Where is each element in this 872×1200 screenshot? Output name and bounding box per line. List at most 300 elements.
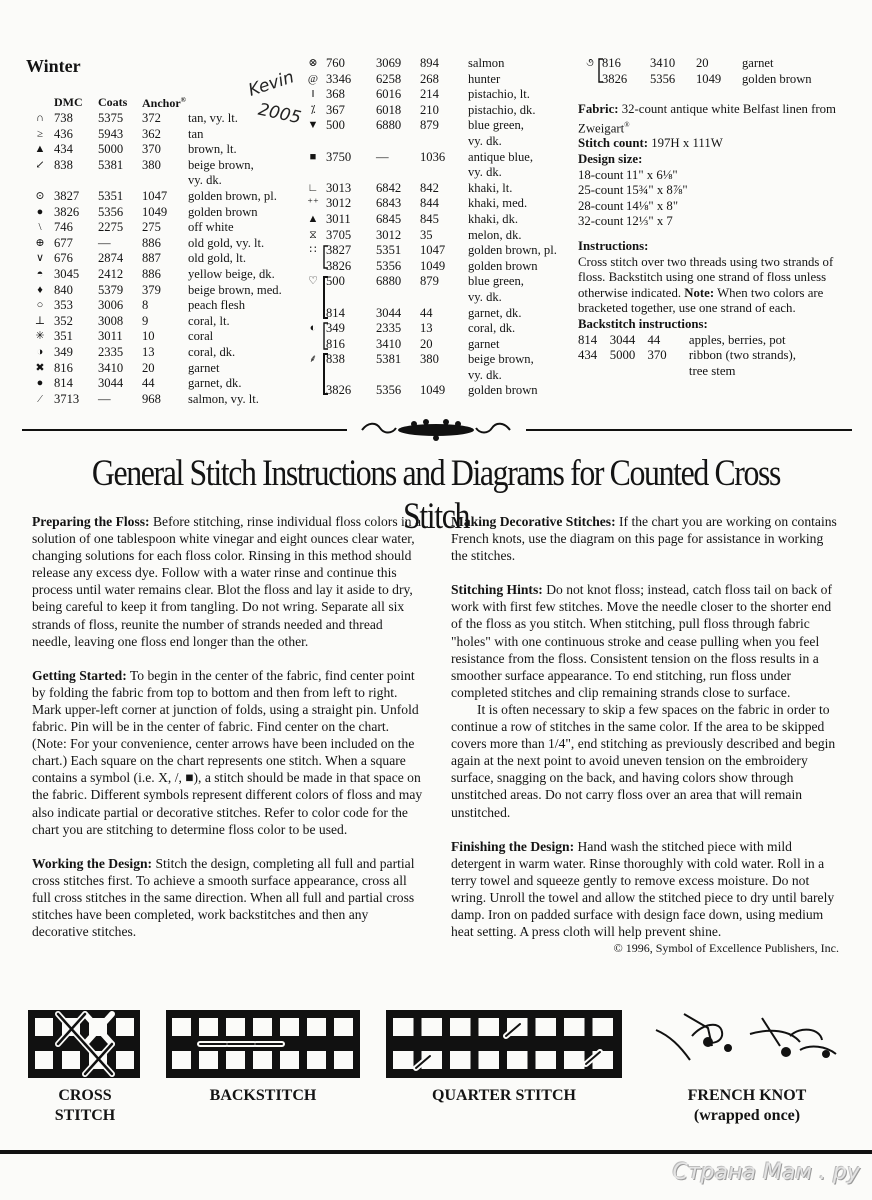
- header-coats: Coats: [98, 94, 128, 109]
- coats-number: 3410: [98, 360, 124, 375]
- coats-number: 6258: [376, 71, 402, 86]
- key-middle-row: [300, 368, 588, 384]
- dmc-number: 838: [54, 157, 73, 172]
- divider-left: [22, 429, 347, 431]
- symbol-icon: ∨: [35, 252, 45, 265]
- color-name: blue green,: [468, 118, 524, 133]
- paragraph-working-design: Working the Design: Stitch the design, completing all full and partial cross stitches first. To achieve a smooth surface appearance, cross all full cross stitches in the same direction. When all full and partial cross stitches have been completed, work backstitches and then any decorative stitches.: [32, 855, 415, 940]
- color-name: off white: [188, 220, 234, 235]
- bottom-rule: [0, 1150, 872, 1154]
- key-middle-row: [300, 72, 588, 88]
- label-backstitch: BACKSTITCH: [209, 1087, 317, 1104]
- key-middle-row: [300, 274, 588, 290]
- anchor-number: [420, 165, 468, 181]
- backstitch-text: tree stem: [688, 363, 736, 378]
- handwritten-name: Kevin: [246, 67, 297, 101]
- key-middle-row: [300, 165, 588, 181]
- coats-number: —: [98, 391, 111, 406]
- coats-number: 3044: [376, 305, 402, 320]
- key-left-row: [26, 158, 308, 174]
- anchor-number: 9: [142, 313, 149, 328]
- symbol-icon: ■: [309, 150, 317, 163]
- key-left-row: [26, 236, 308, 252]
- anchor-number: 1049: [696, 71, 722, 86]
- dmc-number: 3705: [326, 227, 352, 242]
- coats-number: 2412: [98, 266, 124, 281]
- coats-number: [376, 290, 420, 306]
- anchor-number: [142, 173, 188, 189]
- coats-number: 6018: [376, 102, 402, 117]
- key-middle-row: [300, 103, 588, 119]
- key-middle-row: [300, 181, 588, 197]
- bracket-marks-middle: [318, 56, 332, 406]
- color-name: salmon, vy. lt.: [188, 391, 259, 406]
- anchor-number: 13: [420, 321, 433, 336]
- coats-number: 5381: [98, 157, 124, 172]
- color-name: beige brown,: [188, 157, 254, 172]
- coats-number: 5356: [376, 258, 402, 273]
- dmc-number: 3013: [326, 180, 352, 195]
- backstitch-coats: [610, 364, 648, 380]
- coats-number: 2275: [98, 220, 124, 235]
- coats-number: 5379: [98, 282, 124, 297]
- key-middle-row: [300, 212, 588, 228]
- key-middle-row: [300, 134, 588, 150]
- color-name: garnet: [742, 56, 774, 70]
- symbol-icon: ⁒: [310, 103, 316, 116]
- coats-number: 3069: [376, 56, 402, 70]
- key-middle-row: [300, 306, 588, 322]
- dmc-number: 349: [326, 321, 345, 336]
- dmc-number: 840: [54, 282, 73, 297]
- symbol-icon: ✖: [35, 361, 45, 374]
- dmc-number: 500: [326, 274, 345, 289]
- dmc-number: 814: [54, 376, 73, 391]
- key-middle-row: [300, 243, 588, 259]
- anchor-number: [420, 290, 468, 306]
- key-middle-row: [300, 337, 588, 353]
- backstitch-anchor: [647, 364, 688, 380]
- anchor-number: 1049: [420, 383, 446, 398]
- key-left-row: [26, 298, 308, 314]
- anchor-number: [420, 134, 468, 150]
- color-name: yellow beige, dk.: [188, 266, 275, 281]
- color-name: brown, lt.: [188, 142, 237, 157]
- key-middle-row: [300, 259, 588, 275]
- symbol-icon: ▲: [34, 143, 46, 156]
- anchor-number: 887: [142, 251, 161, 266]
- key-left-row: [26, 111, 308, 127]
- anchor-number: 1036: [420, 149, 446, 164]
- section-title: Winter: [26, 56, 81, 76]
- symbol-icon: ⸙: [308, 353, 318, 366]
- anchor-number: 886: [142, 235, 161, 250]
- coats-number: 5356: [98, 204, 124, 219]
- key-left-row: [26, 189, 308, 205]
- symbol-icon: ⊕: [35, 236, 45, 249]
- color-name: hunter: [468, 71, 501, 86]
- coats-number: 2335: [98, 344, 124, 359]
- dmc-number: 367: [326, 102, 345, 117]
- coats-number: 3044: [98, 376, 124, 391]
- dmc-number: 760: [326, 56, 345, 70]
- key-middle-row: [300, 118, 588, 134]
- key-right-row: [578, 72, 852, 88]
- backstitch-anchor: 44: [647, 332, 661, 347]
- color-name: coral, dk.: [188, 344, 236, 359]
- right-text-column: [451, 513, 839, 957]
- dmc-number: 3346: [326, 71, 352, 86]
- color-name: tan, vy. lt.: [188, 111, 238, 125]
- dmc-number: 816: [602, 56, 621, 70]
- dmc-number: [326, 165, 376, 181]
- symbol-icon: ⧖: [309, 228, 317, 241]
- label-french-knot: FRENCH KNOT (wrapped once): [687, 1087, 807, 1124]
- coats-number: 5000: [98, 142, 124, 157]
- dmc-number: 3750: [326, 149, 352, 164]
- key-left-row: [26, 220, 308, 236]
- anchor-number: 894: [420, 56, 439, 70]
- handwritten-year: 2005: [256, 99, 303, 129]
- symbol-icon: ◓: [36, 267, 44, 280]
- coats-number: 5943: [98, 126, 124, 141]
- key-right-block: [578, 56, 852, 87]
- coats-number: 5356: [376, 383, 402, 398]
- coats-number: [376, 368, 420, 384]
- anchor-number: 1047: [142, 188, 168, 203]
- anchor-number: 10: [142, 329, 155, 344]
- symbol-icon: [26, 173, 54, 189]
- design-size-table: [578, 168, 746, 230]
- coats-number: 5356: [650, 71, 676, 86]
- key-left-row: [26, 251, 308, 267]
- backstitch-row: [578, 364, 838, 380]
- dmc-number: 3826: [602, 71, 628, 86]
- color-name: khaki, lt.: [468, 180, 513, 195]
- anchor-number: 1049: [420, 258, 446, 273]
- key-left-row: [26, 267, 308, 283]
- anchor-number: 845: [420, 211, 439, 226]
- dmc-number: 3826: [326, 383, 352, 398]
- dmc-number: 814: [326, 305, 345, 320]
- design-size-count: 18-count: [578, 167, 624, 182]
- anchor-number: 844: [420, 196, 439, 211]
- design-size-size: 11" x 6⅛": [626, 167, 678, 182]
- dmc-number: 3826: [54, 204, 80, 219]
- anchor-number: 35: [420, 227, 433, 242]
- paragraph-getting-started: Getting Started: To begin in the center of the fabric, find center point by folding the fabric from top to bottom and then from left to right. Mark upper-left corner at junction of folds, using a straight pin. Unfold fabric. Pin will be in the center of fabric. Find center on the chart. (Note: For your convenience, center arrows have been included on the chart.) Each square on the chart represents one stitch. When a square contains a symbol (i.e. X, /, ■), a stitch should be made in that space on the fabric. Different symbols represent different colors of floss and may also indicate partial or decorative stitches. Refer to color code for the chart you are stitching to determine floss color to be used.: [32, 667, 423, 837]
- anchor-number: 1047: [420, 243, 446, 258]
- label-quarter-stitch: QUARTER STITCH: [432, 1087, 576, 1104]
- fabric-info: Fabric: 32-count antique white Belfast linen from Zweigart® Stitch count: 197H x 111W Design size: 18-count 11" x 6⅛" 25-count 15¾" x 8⅞" 28-count 14⅛" x 8" 32-count 12⅓" x 7 Instructions: Cross stitch over two threads using two strands of floss. Backstitch using one strand of floss unless otherwise indicated. Note: When two colors are bracketed together, use one strand of each. Backstitch instructions: 814 3044 44 apples, berries, pot 434 5000 370 ribbon (two strands), tree stem: [578, 102, 837, 378]
- fabric-label: Fabric:: [578, 102, 619, 116]
- key-middle-row: [300, 87, 588, 103]
- dmc-number: 816: [326, 336, 345, 351]
- anchor-number: 362: [142, 126, 161, 141]
- anchor-number: [420, 368, 468, 384]
- symbol-icon: ૭: [586, 57, 594, 69]
- anchor-number: 20: [696, 56, 709, 70]
- color-name: khaki, med.: [468, 196, 528, 211]
- color-name: peach flesh: [188, 298, 245, 313]
- anchor-number: 20: [420, 336, 433, 351]
- color-name: vy. dk.: [468, 165, 502, 180]
- key-middle-row: [300, 150, 588, 166]
- key-middle-row: [300, 321, 588, 337]
- symbol-icon: ⁺⁺: [307, 197, 319, 210]
- backstitch-dmc: 434: [578, 348, 598, 363]
- dmc-number: 352: [54, 313, 73, 328]
- color-name: coral, lt.: [188, 313, 230, 328]
- coats-number: 6843: [376, 196, 402, 211]
- symbol-icon: ∩: [36, 112, 44, 124]
- dmc-number: [326, 368, 376, 384]
- color-name: vy. dk.: [188, 173, 222, 188]
- key-middle-row: [300, 56, 588, 72]
- symbol-icon: \: [38, 221, 42, 234]
- key-left-row: [26, 392, 308, 408]
- key-middle-row: [300, 228, 588, 244]
- design-size-size: 14⅛" x 8": [626, 198, 679, 213]
- floss-key-right: [578, 56, 852, 87]
- coats-number: 3011: [98, 329, 123, 344]
- anchor-number: 842: [420, 180, 439, 195]
- color-name: golden brown: [742, 71, 812, 86]
- symbol-icon: ▼: [307, 119, 319, 132]
- coats-number: 2335: [376, 321, 402, 336]
- color-name: pistachio, lt.: [468, 87, 530, 102]
- paragraph-preparing-floss: Preparing the Floss: Before stitching, rinse individual floss colors in a solution of one tablespoon white vinegar and eight ounces clear water, changing solutions for each floss color. Rinsing in this method should release any excess dye. Follow with a water rinse and continue this process until water remains clear. Blot the floss and lay it aside to dry, being careful to keep it from tangling. Do not wring. Separate all six strands of floss, reunite the number of strands needed and thread needle, leaving one floss end longer than the other.: [32, 514, 422, 649]
- stitch-count-value: 197H x 111W: [651, 136, 723, 151]
- backstitch-coats: 5000: [609, 348, 636, 363]
- anchor-number: 268: [420, 71, 439, 86]
- key-middle-row: [300, 383, 588, 399]
- key-left-row: [26, 127, 308, 143]
- divider-right: [526, 429, 852, 431]
- color-name: golden brown, pl.: [188, 188, 277, 203]
- backstitch-dmc: [578, 364, 610, 380]
- dmc-number: 3713: [54, 391, 80, 406]
- coats-number: [98, 173, 142, 189]
- dmc-number: 436: [54, 126, 73, 141]
- symbol-icon: ✳: [35, 330, 45, 343]
- coats-number: 6880: [376, 118, 402, 133]
- symbol-icon: ◐: [309, 322, 317, 335]
- coats-number: 2874: [98, 251, 124, 266]
- anchor-number: 8: [142, 298, 149, 313]
- floss-key-left: [26, 92, 308, 407]
- dmc-number: 3012: [326, 196, 352, 211]
- design-size-label: Design size:: [578, 152, 643, 167]
- stitch-count-label: Stitch count:: [578, 136, 649, 151]
- color-name: golden brown: [188, 204, 258, 219]
- color-name: old gold, vy. lt.: [188, 235, 265, 250]
- symbol-icon: ●: [36, 205, 44, 218]
- key-header-row: [26, 92, 308, 111]
- key-left-row: [26, 142, 308, 158]
- anchor-number: 968: [142, 391, 161, 406]
- key-left-row: [26, 173, 308, 189]
- symbol-icon: ○: [36, 299, 44, 312]
- coats-number: —: [376, 149, 389, 164]
- french-knot-diagram: [650, 1006, 840, 1072]
- color-name: coral: [188, 329, 214, 344]
- color-name: pistachio, dk.: [468, 102, 536, 117]
- color-name: khaki, dk.: [468, 211, 519, 226]
- header-dmc: DMC: [54, 94, 83, 109]
- dmc-number: [326, 134, 376, 150]
- symbol-icon: ♦: [37, 283, 43, 296]
- dmc-number: 3827: [54, 188, 80, 203]
- backstitch-dmc: 814: [578, 332, 598, 347]
- key-left-row: [26, 205, 308, 221]
- key-middle-row: [300, 352, 588, 368]
- design-size-size: 15¾" x 8⅞": [626, 183, 688, 198]
- scroll-ornament: [358, 418, 514, 442]
- dmc-number: 816: [54, 360, 73, 375]
- dmc-number: 353: [54, 298, 73, 313]
- bracket-marks-right: [594, 56, 606, 88]
- anchor-number: 379: [142, 282, 161, 297]
- color-name: beige brown,: [468, 352, 534, 367]
- backstitch-text: apples, berries, pot: [688, 332, 786, 347]
- color-name: vy. dk.: [468, 289, 502, 304]
- dmc-number: 676: [54, 251, 73, 266]
- color-name: melon, dk.: [468, 227, 522, 242]
- copyright: © 1996, Symbol of Excellence Publishers, Inc.: [613, 941, 839, 956]
- coats-number: 3410: [650, 56, 676, 70]
- anchor-number: 13: [142, 344, 155, 359]
- color-name: vy. dk.: [468, 133, 502, 148]
- symbol-icon: ∟: [307, 181, 319, 194]
- key-left-row: [26, 376, 308, 392]
- dmc-number: 838: [326, 352, 345, 367]
- backstitch-diagram: [166, 1010, 360, 1078]
- color-name: golden brown, pl.: [468, 243, 557, 258]
- anchor-number: 214: [420, 87, 439, 102]
- paragraph-decorative-stitches: Making Decorative Stitches: If the chart you are working on contains French knots, use the diagram on this page for assistance in working the stitches.: [451, 514, 837, 564]
- key-left-row: [26, 345, 308, 361]
- color-name: blue green,: [468, 274, 524, 289]
- floss-key-middle: [300, 56, 588, 399]
- dmc-number: [54, 173, 98, 189]
- dmc-number: 434: [54, 142, 73, 157]
- anchor-number: 275: [142, 220, 161, 235]
- symbol-icon: ⊗: [308, 57, 318, 69]
- site-watermark: Страна Мам . ру: [672, 1160, 860, 1185]
- key-left-row: [26, 314, 308, 330]
- dmc-number: 3011: [326, 211, 351, 226]
- backstitch-anchor: 370: [647, 348, 667, 363]
- anchor-number: 886: [142, 266, 161, 281]
- coats-number: 6016: [376, 87, 402, 102]
- key-middle-row: [300, 290, 588, 306]
- coats-number: 5351: [98, 188, 124, 203]
- dmc-number: 738: [54, 111, 73, 125]
- anchor-number: 879: [420, 274, 439, 289]
- key-left-row: [26, 329, 308, 345]
- symbol-icon: ◑: [36, 345, 44, 358]
- color-name: salmon: [468, 56, 505, 70]
- symbol-icon: ≥: [36, 127, 44, 140]
- color-name: vy. dk.: [468, 367, 502, 382]
- coats-number: 3008: [98, 313, 124, 328]
- key-left-row: [26, 283, 308, 299]
- anchor-number: 20: [142, 360, 155, 375]
- dmc-number: 368: [326, 87, 345, 102]
- design-size-size: 12⅓" x 7: [626, 214, 673, 229]
- paragraph-finishing-design: Finishing the Design: Hand wash the stitched piece with mild detergent in warm water. Rinse thoroughly with cold water. Roll in a terry towel and squeeze gently to remove excess moisture. Do not wring. Unroll the towel and allow the stitched piece to dry until barely damp. Iron on padded surface with design face down, using medium heat setting. A press cloth will help prevent shine.: [451, 838, 835, 940]
- paragraph-stitching-hints: Stitching Hints: Do not knot floss; instead, catch floss tail on back of work with first few stitches. Move the needle closer to the shorter end of the floss as you stitch. When stitching, pull floss through fabric "holes" with one continuous stroke and cease pulling when you feel resistance from the floss. Consistent tension on the floss results in a smoother surface appearance. To end stitching, run floss under completed stitches and clip remaining strands close to surface.: [451, 582, 832, 700]
- main-title: General Stitch Instructions and Diagrams for Counted Cross Stitch: [91, 453, 781, 537]
- coats-number: 5351: [376, 243, 402, 258]
- dmc-number: 3826: [326, 258, 352, 273]
- symbol-icon: ⊥: [34, 314, 46, 327]
- dmc-number: 349: [54, 344, 73, 359]
- key-left-row: [26, 361, 308, 377]
- symbol-icon: ∷: [309, 244, 317, 257]
- anchor-number: 210: [420, 102, 439, 117]
- dmc-number: 3045: [54, 266, 80, 281]
- coats-number: [376, 134, 420, 150]
- design-size-row: [578, 199, 746, 215]
- coats-number: 6845: [376, 211, 402, 226]
- header-anchor: Anchor®: [142, 96, 186, 110]
- coats-number: 6842: [376, 180, 402, 195]
- symbol-icon: ●: [36, 377, 44, 390]
- design-size-count: 32-count: [578, 214, 624, 229]
- instructions-label: Instructions:: [578, 239, 649, 254]
- symbol-icon: ▲: [307, 212, 319, 225]
- color-name: tan: [188, 126, 204, 141]
- color-name: garnet, dk.: [188, 376, 242, 391]
- color-name: golden brown: [468, 258, 538, 273]
- backstitch-label: Backstitch instructions:: [578, 316, 708, 331]
- color-name: garnet: [188, 360, 220, 375]
- dmc-number: 500: [326, 118, 345, 133]
- color-name: garnet: [468, 336, 500, 351]
- coats-number: 6880: [376, 274, 402, 289]
- fabric-text: 32-count antique white Belfast linen from Zweigart: [578, 102, 837, 135]
- symbol-icon: ♡: [308, 275, 318, 288]
- key-right-row: [578, 56, 852, 72]
- backstitch-row: [578, 348, 838, 364]
- left-text-column: [32, 513, 424, 957]
- coats-number: [376, 165, 420, 181]
- color-name: coral, dk.: [468, 321, 516, 336]
- coats-number: 5381: [376, 352, 402, 367]
- anchor-number: 370: [142, 142, 161, 157]
- dmc-number: 3827: [326, 243, 352, 258]
- coats-number: 3410: [376, 336, 402, 351]
- coats-number: —: [98, 235, 111, 250]
- anchor-number: 380: [142, 157, 161, 172]
- instructions-text: Cross stitch over two threads using two strands of floss. Backstitch using one strand of floss unless otherwise indicated. Note: When two colors are bracketed together, use one strand of each.: [578, 254, 834, 316]
- design-size-row: [578, 168, 746, 184]
- symbol-icon: ‖: [311, 88, 315, 101]
- dmc-number: 677: [54, 235, 73, 250]
- color-name: beige brown, med.: [188, 282, 282, 297]
- dmc-number: [326, 290, 376, 306]
- backstitch-row: [578, 333, 838, 349]
- paragraph-skipping-spaces: It is often necessary to skip a few spaces on the fabric in order to continue a row of stitches in the same color. If the area to be skipped covers more than 1/4", end stitching as previously described and begin again at the next point to avoid uneven tension on the embroidery surface, snagging on the back, and having colors show through unstitched areas. Do not carry floss over an area that will remain unstitched.: [451, 701, 836, 820]
- symbol-icon: ⁄: [39, 392, 41, 405]
- quarter-stitch-diagram: [386, 1010, 622, 1078]
- color-name: garnet, dk.: [468, 305, 522, 320]
- backstitch-table: [578, 333, 838, 380]
- color-name: antique blue,: [468, 149, 534, 164]
- anchor-number: 879: [420, 118, 439, 133]
